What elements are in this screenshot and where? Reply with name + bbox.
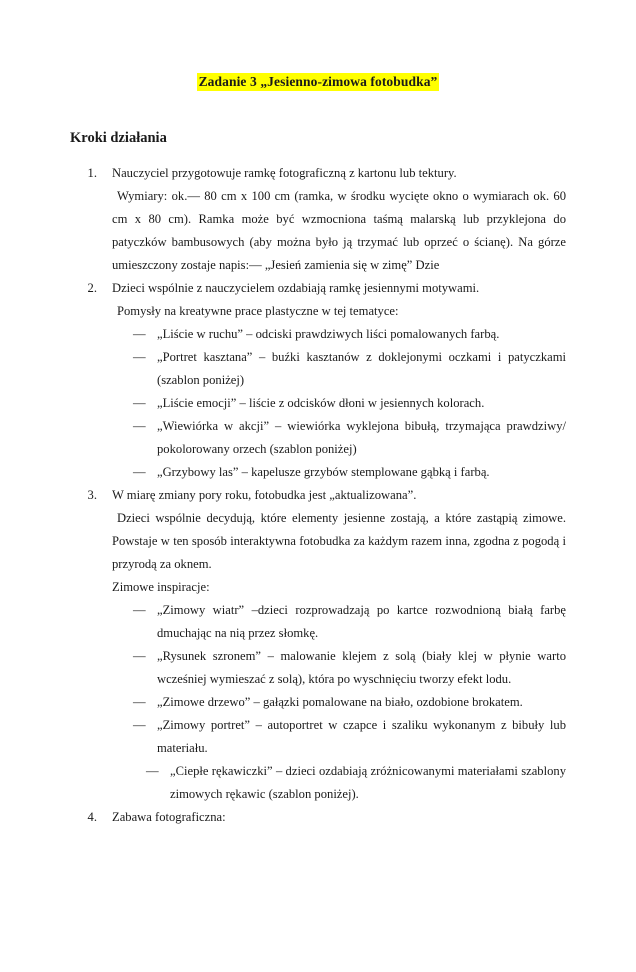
step-paragraph: Pomysły na kreatywne prace plastyczne w tej tematyce: <box>117 303 399 318</box>
dash-bullet-item <box>0 714 636 760</box>
em-dash-icon: — <box>133 326 146 341</box>
em-dash-icon: — <box>146 763 159 778</box>
section-heading: Kroki działania <box>70 129 167 146</box>
list-item <box>0 162 636 277</box>
document-page <box>0 72 636 972</box>
dash-bullet-item <box>0 645 636 691</box>
step-heading <box>0 162 636 185</box>
dash-bullet-text: „Liście emocji” – liście z odcisków dłoni w jesiennych kolorach. <box>157 395 485 410</box>
em-dash-icon: — <box>133 717 146 732</box>
dash-bullet-item <box>0 461 636 484</box>
dash-bullet-item <box>0 760 636 806</box>
list-item <box>0 806 636 829</box>
dash-bullet-text: „Wiewiórka w akcji” – wiewiórka wyklejona bibułą, trzymająca prawdziwy/ pokolorowany orzech (szablon poniżej) <box>157 418 566 456</box>
step-paragraph: Zimowe inspiracje: <box>112 579 210 594</box>
step-heading <box>0 484 636 507</box>
title-row <box>0 72 636 92</box>
em-dash-icon: — <box>133 349 146 364</box>
em-dash-icon: — <box>133 602 146 617</box>
dash-bullet-text: „Zimowy portret” – autoportret w czapce i szaliku wykonanym z bibuły lub materiału. <box>157 717 566 755</box>
dash-bullet-list <box>0 323 636 484</box>
em-dash-icon: — <box>133 648 146 663</box>
dash-bullet-list <box>0 599 636 806</box>
dash-bullet-text: „Portret kasztana” – buźki kasztanów z doklejonymi oczkami i patyczkami (szablon poniżej) <box>157 349 566 387</box>
dash-bullet-item <box>0 392 636 415</box>
dash-bullet-text: „Zimowe drzewo” – gałązki pomalowane na biało, ozdobione brokatem. <box>157 694 523 709</box>
dash-bullet-item <box>0 691 636 714</box>
dash-bullet-text: „Rysunek szronem” – malowanie klejem z solą (biały klej w płynie warto wcześniej wymieszać z solą), która po wyschnięciu tworzy efekt lodu. <box>157 648 566 686</box>
dash-bullet-text: „Liście w ruchu” – odciski prawdziwych liści pomalowanych farbą. <box>157 326 500 341</box>
em-dash-icon: — <box>133 694 146 709</box>
step-heading-text: Nauczyciel przygotowuje ramkę fotograficzną z kartonu lub tektury. <box>112 165 457 180</box>
steps-list <box>0 162 636 829</box>
step-number: 2. <box>87 280 97 295</box>
dash-bullet-item <box>0 323 636 346</box>
step-heading-text: W miarę zmiany pory roku, fotobudka jest „aktualizowana”. <box>112 487 417 502</box>
step-paragraph: Dzieci wspólnie decydują, które elementy jesienne zostają, a które zastąpią zimowe. Powstaje w ten sposób interaktywna fotobudka za każdym razem inna, zgodna z pogodą i przyrodą za oknem. <box>112 510 566 571</box>
list-item <box>0 484 636 806</box>
step-heading-text: Dzieci wspólnie z nauczycielem ozdabiają ramkę jesiennymi motywami. <box>112 280 480 295</box>
step-number: 4. <box>87 809 97 824</box>
step-heading <box>0 277 636 300</box>
step-heading <box>0 806 636 829</box>
em-dash-icon: — <box>133 395 146 410</box>
dash-bullet-item <box>0 415 636 461</box>
step-number: 1. <box>87 165 97 180</box>
em-dash-icon: — <box>133 464 146 479</box>
step-heading-text: Zabawa fotograficzna: <box>112 809 226 824</box>
dash-bullet-text: „Grzybowy las” – kapelusze grzybów stemplowane gąbką i farbą. <box>157 464 490 479</box>
step-number: 3. <box>87 487 97 502</box>
dash-bullet-item <box>0 599 636 645</box>
dash-bullet-text: „Zimowy wiatr” –dzieci rozprowadzają po kartce rozwodnioną białą farbę dmuchając na nią przez słomkę. <box>157 602 566 640</box>
dash-bullet-item <box>0 346 636 392</box>
page-title: Zadanie 3 „Jesienno-zimowa fotobudka” <box>198 74 438 89</box>
em-dash-icon: — <box>133 418 146 433</box>
step-paragraph: Wymiary: ok.— 80 cm x 100 cm (ramka, w środku wycięte okno o wymiarach ok. 60 cm x 80 cm). Ramka może być wzmocniona taśmą malarską lub przyklejona do patyczków bambusowych (aby można było ją trzymać lub oprzeć o ścianę). Na górze umieszczony zostaje napis:— „Jesień zamienia się w zimę” Dzie <box>112 188 566 272</box>
dash-bullet-text: „Ciepłe rękawiczki” – dzieci ozdabiają zróżnicowanymi materiałami szablony zimowych rękawic (szablon poniżej). <box>170 763 566 801</box>
list-item <box>0 277 636 484</box>
